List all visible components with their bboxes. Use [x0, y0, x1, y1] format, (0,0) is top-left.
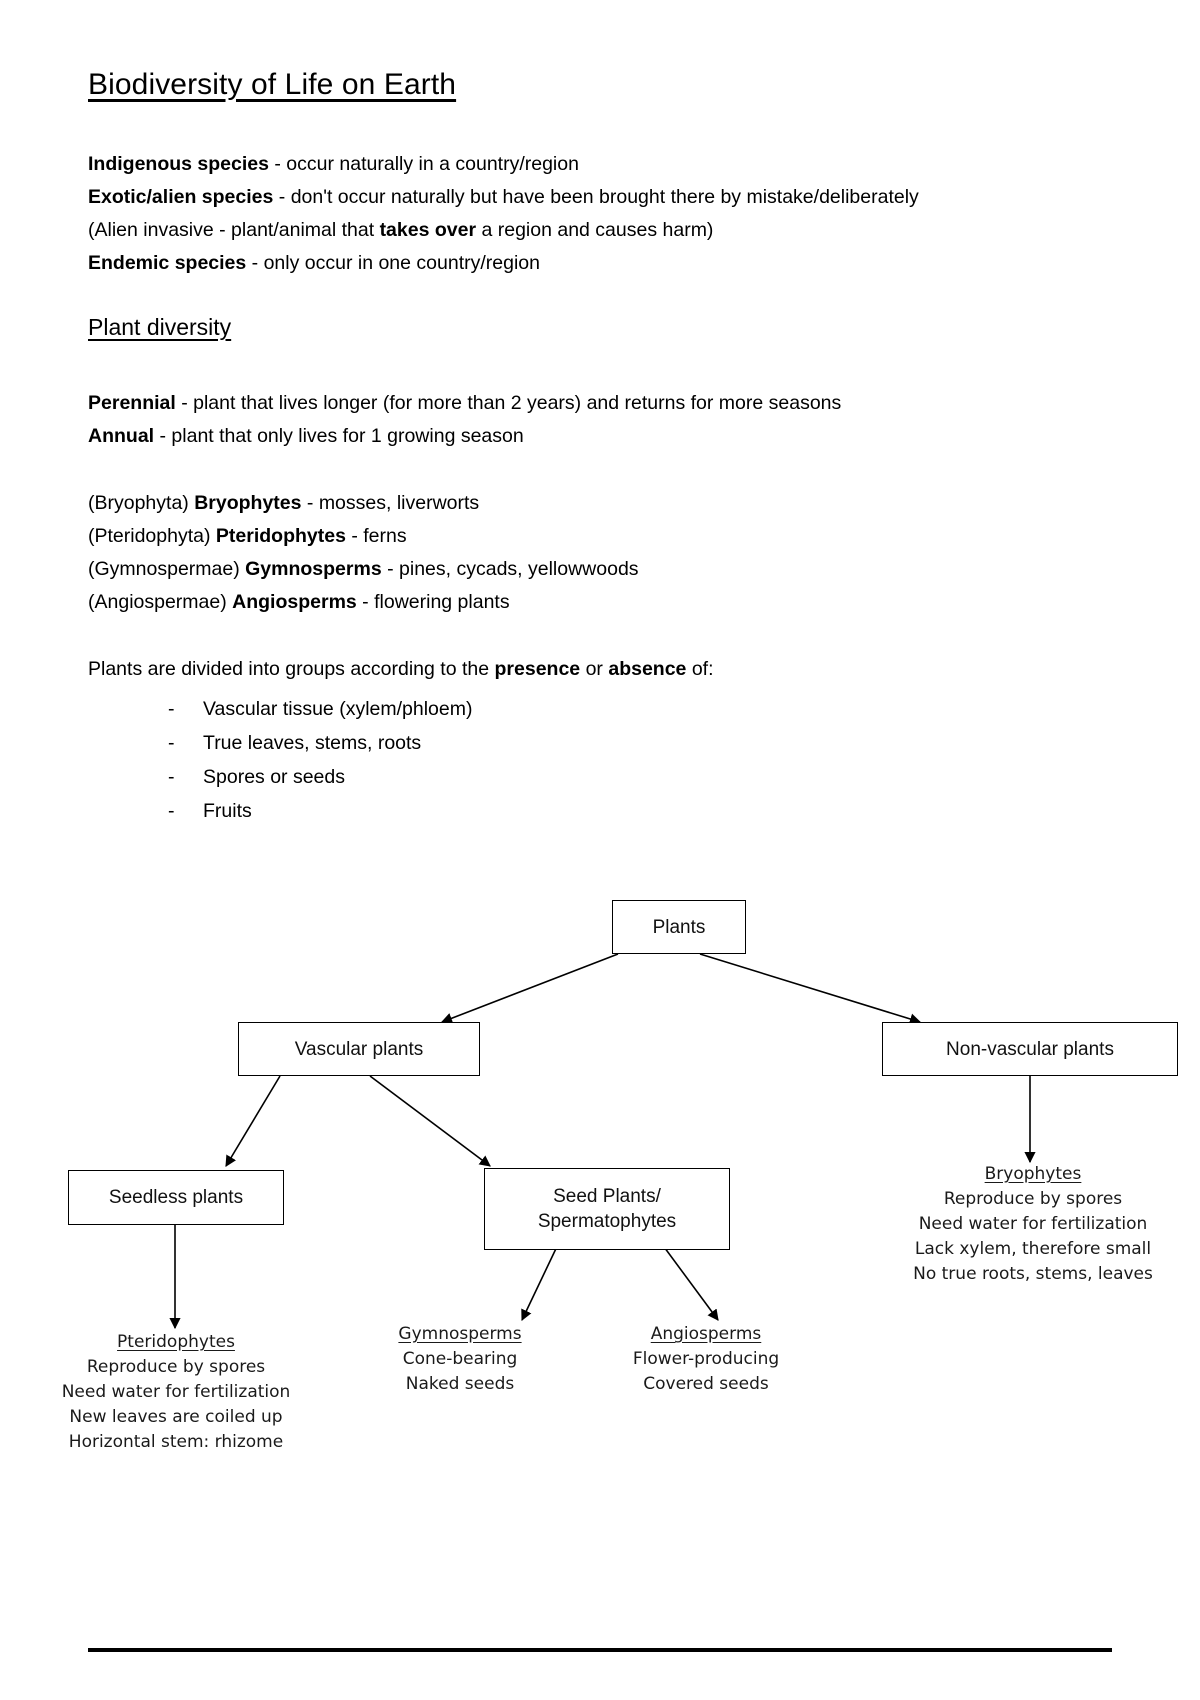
criteria-intro-bold1: presence	[494, 658, 581, 680]
definition-term: takes over	[379, 219, 477, 241]
definition-line	[88, 181, 1108, 214]
definition-line	[88, 214, 1108, 247]
plant-group-term: Angiosperms	[232, 591, 357, 613]
edge-plants-to-vascular	[442, 954, 618, 1022]
leaf-line: Need water for fertilization	[61, 1382, 291, 1402]
definition-text: - occur naturally in a country/region	[268, 153, 579, 175]
node-plants: Plants	[612, 900, 746, 954]
dash-bullet: -	[168, 766, 175, 788]
life-cycle-text: - plant that only lives for 1 growing season	[154, 425, 524, 447]
leaf-title: Pteridophytes	[117, 1332, 235, 1352]
criteria-intro-part2: or	[580, 658, 609, 680]
leaf-title: Gymnosperms	[398, 1324, 522, 1344]
plant-group-term: Bryophytes	[194, 492, 302, 514]
leaf-gymnosperms	[370, 1322, 550, 1397]
plant-group-line	[88, 487, 1108, 520]
leaf-line: Flower-producing	[632, 1349, 780, 1369]
life-cycle-line	[88, 387, 1108, 420]
leaf-line: New leaves are coiled up	[69, 1407, 283, 1427]
life-cycle-term: Annual	[88, 425, 155, 447]
plant-classification-diagram	[0, 880, 1200, 1500]
definition-prefix: (Alien invasive - plant/animal that	[88, 219, 380, 241]
definition-term: Endemic species	[88, 252, 247, 274]
definition-line	[88, 247, 1108, 280]
plant-group-prefix: (Angiospermae)	[88, 591, 233, 613]
leaf-line: No true roots, stems, leaves	[913, 1264, 1153, 1284]
definition-term: Indigenous species	[88, 153, 269, 175]
leaf-line: Lack xylem, therefore small	[914, 1239, 1152, 1259]
plant-group-term: Pteridophytes	[215, 525, 346, 547]
definition-text: - only occur in one country/region	[246, 252, 540, 274]
life-cycle-term: Perennial	[88, 392, 176, 414]
list-item: - True leaves, stems, roots	[88, 726, 1108, 760]
definitions-block	[88, 148, 1108, 280]
life-cycle-block	[88, 387, 1108, 453]
footer-divider	[88, 1648, 1112, 1652]
criteria-intro-part3: of:	[686, 658, 714, 680]
node-vascular-plants: Vascular plants	[238, 1022, 480, 1076]
criteria-intro-bold2: absence	[608, 658, 687, 680]
list-item: - Spores or seeds	[88, 760, 1108, 794]
criteria-list	[88, 692, 1108, 828]
leaf-pteridophytes	[40, 1330, 312, 1455]
plant-group-line	[88, 553, 1108, 586]
criteria-block	[88, 653, 1108, 828]
plant-group-text: - ferns	[345, 525, 407, 547]
life-cycle-text: - plant that lives longer (for more than 2 years) and returns for more seasons	[175, 392, 842, 414]
node-seed-plants: Seed Plants/ Spermatophytes	[484, 1168, 730, 1250]
document-content	[88, 68, 1108, 828]
dash-bullet: -	[168, 800, 175, 822]
plant-group-line	[88, 586, 1108, 619]
edge-vascular-to-seedless	[226, 1076, 280, 1166]
leaf-line: Horizontal stem: rhizome	[68, 1432, 284, 1452]
section-title-plant-diversity: Plant diversity	[88, 314, 232, 340]
page-title: Biodiversity of Life on Earth	[88, 68, 457, 101]
node-seedless-plants: Seedless plants	[68, 1170, 284, 1225]
criteria-intro	[88, 653, 1108, 686]
plant-group-prefix: (Gymnospermae)	[88, 558, 246, 580]
dash-bullet: -	[168, 732, 175, 754]
leaf-bryophytes	[892, 1162, 1174, 1287]
definition-text: - don't occur naturally but have been brought there by mistake/deliberately	[273, 186, 919, 208]
leaf-line: Naked seeds	[405, 1374, 515, 1394]
plant-group-text: - mosses, liverworts	[301, 492, 480, 514]
plant-group-prefix: (Pteridophyta)	[88, 525, 216, 547]
plant-group-line	[88, 520, 1108, 553]
leaf-line: Covered seeds	[643, 1374, 769, 1394]
leaf-title: Bryophytes	[984, 1164, 1082, 1184]
list-item: - Fruits	[88, 794, 1108, 828]
edge-plants-to-nonvascular	[700, 954, 920, 1022]
definition-term: Exotic/alien species	[88, 186, 274, 208]
edge-vascular-to-seedplants	[370, 1076, 490, 1166]
plant-group-text: - flowering plants	[356, 591, 510, 613]
node-non-vascular-plants: Non-vascular plants	[882, 1022, 1178, 1076]
list-item: - Vascular tissue (xylem/phloem)	[88, 692, 1108, 726]
plant-groups-block	[88, 487, 1108, 619]
plant-group-text: - pines, cycads, yellowwoods	[381, 558, 639, 580]
leaf-title: Angiosperms	[650, 1324, 762, 1344]
leaf-line: Reproduce by spores	[943, 1189, 1123, 1209]
leaf-line: Cone-bearing	[402, 1349, 518, 1369]
leaf-line: Need water for fertilization	[918, 1214, 1148, 1234]
definition-line	[88, 148, 1108, 181]
life-cycle-line	[88, 420, 1108, 453]
dash-bullet: -	[168, 698, 175, 720]
plant-group-term: Gymnosperms	[245, 558, 382, 580]
leaf-angiosperms	[612, 1322, 800, 1397]
definition-text: a region and causes harm)	[476, 219, 714, 241]
plant-group-prefix: (Bryophyta)	[88, 492, 195, 514]
criteria-intro-part1: Plants are divided into groups according to the	[88, 658, 495, 680]
leaf-line: Reproduce by spores	[86, 1357, 266, 1377]
